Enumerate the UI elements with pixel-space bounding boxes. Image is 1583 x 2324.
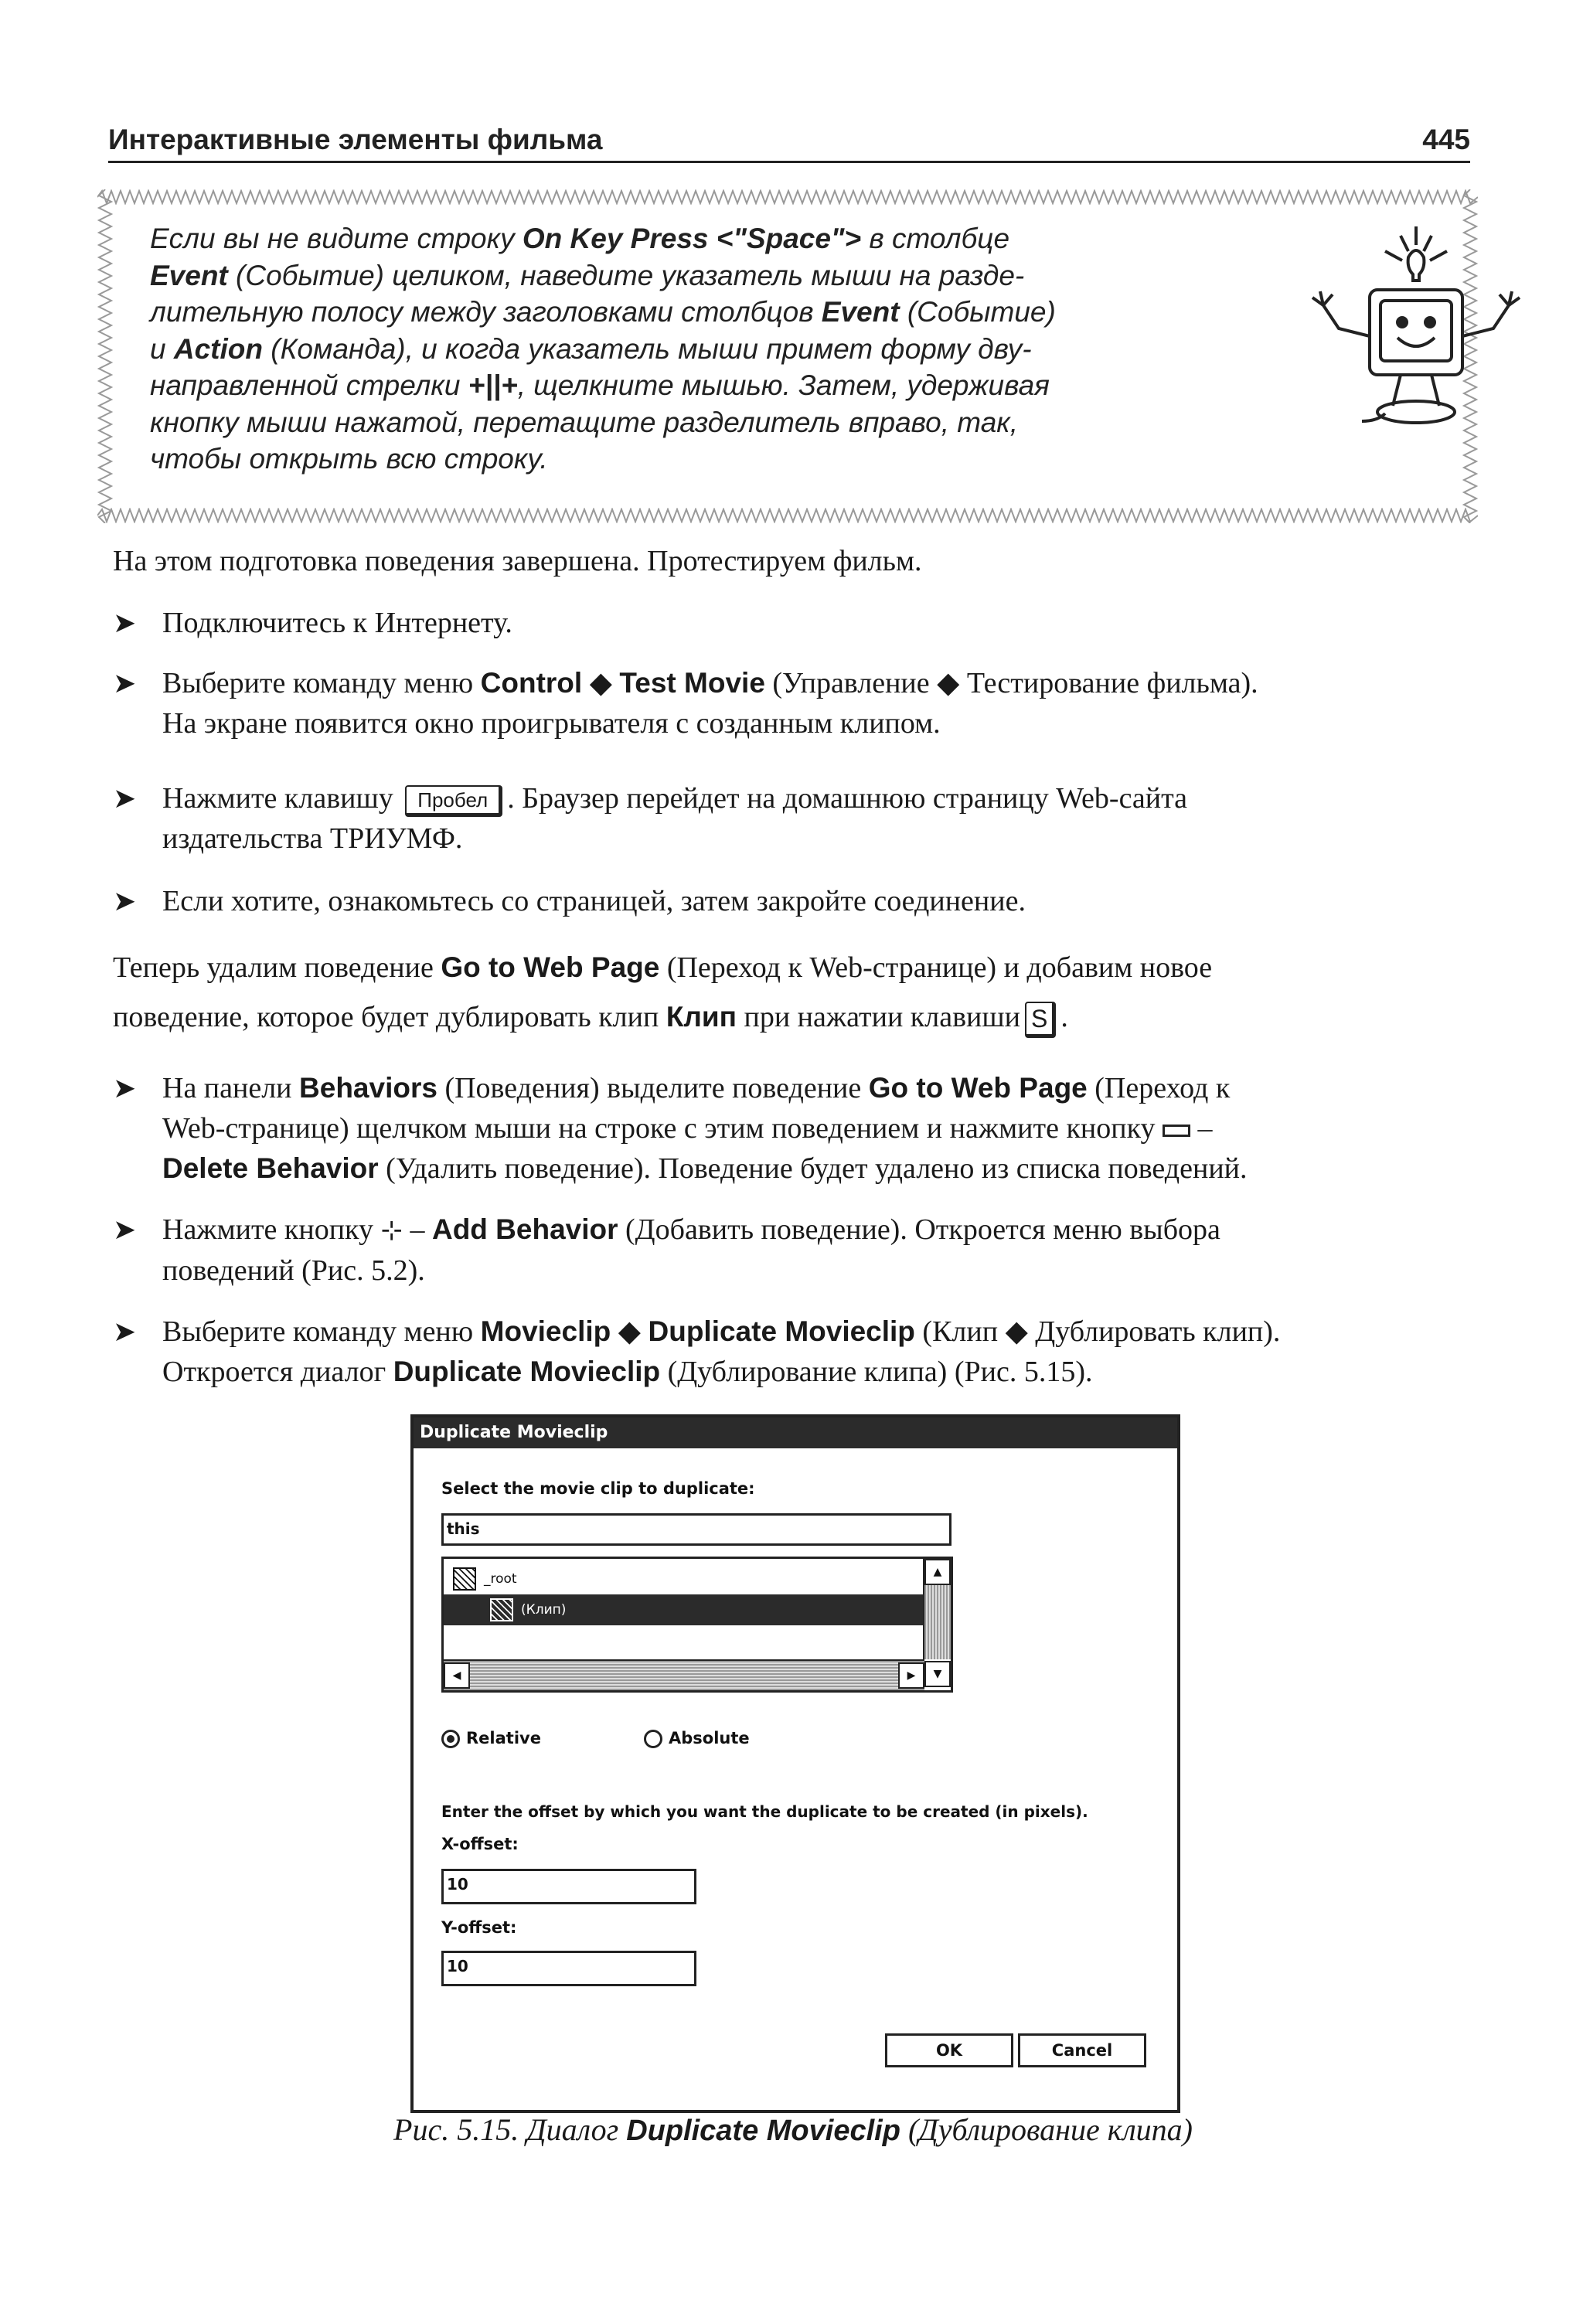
delete-behavior-icon (1163, 1125, 1190, 1137)
paragraph-1: На этом подготовка поведения завершена. Протестируем фильм. (113, 545, 922, 577)
arrowhead-bullet-icon: ➤ (113, 668, 137, 699)
s-key: S (1025, 1002, 1056, 1038)
bullet-item-2: Выберите команду меню Control ◆ Test Movie (Управление ◆ Тестирование фильма). На экране появится окно проигрывателя с созданным клипом. (162, 667, 1258, 740)
zigzag-border-bottom (97, 508, 1478, 523)
running-header (108, 122, 1470, 163)
scroll-right-icon[interactable]: ▶ (898, 1662, 924, 1689)
note-line-2: Event (Событие) целиком, наведите указатель мыши на разде- (150, 259, 1025, 291)
arrowhead-bullet-icon: ➤ (113, 1214, 137, 1245)
scroll-up-icon[interactable]: ▲ (924, 1559, 951, 1585)
bullet-item-1: Подключитесь к Интернету. (162, 607, 512, 639)
tree-item-clip[interactable]: (Клип) (444, 1594, 924, 1625)
movieclip-icon (490, 1598, 513, 1621)
bullet-item-3: Нажмите клавишу Пробел . Браузер перейдет на домашнюю страницу Web-сайта издательства ТРИУМФ. (162, 782, 1188, 855)
note-line-3: лительную полосу между заголовками столбцов Event (Событие) (150, 296, 1056, 328)
diamond-separator-icon: ◆ (937, 667, 960, 699)
zigzag-border-left (97, 189, 113, 523)
note-line-6: кнопку мыши нажатой, перетащите разделитель вправо, так, (150, 406, 1019, 438)
arrowhead-bullet-icon: ➤ (113, 886, 137, 917)
bullet-item-6: Нажмите кнопку ⊹ – Add Behavior (Добавить поведение). Откроется меню выбора поведений (Рис. 5.2). (162, 1213, 1220, 1287)
tree-item-root[interactable]: _root (444, 1564, 924, 1594)
page-number: 445 (1422, 124, 1470, 155)
add-behavior-icon: ⊹ (380, 1215, 403, 1246)
space-key: Пробел (405, 785, 502, 817)
note-line-1: Если вы не видите строку On Key Press <"Space"> в столбце (150, 223, 1010, 254)
movieclip-icon (453, 1567, 476, 1591)
cancel-button[interactable]: Cancel (1018, 2033, 1146, 2067)
bullet-item-5: На панели Behaviors (Поведения) выделите поведение Go to Web Page (Переход к Web-странице) щелчком мыши на строке с этим поведением и нажмите кнопку – Delete Behavior (Удалить поведение). Поведение будет удалено из списка поведений. (162, 1072, 1248, 1185)
split-cursor-icon: +||+ (468, 369, 518, 401)
arrowhead-bullet-icon: ➤ (113, 1073, 137, 1104)
diamond-separator-icon: ◆ (618, 1315, 641, 1348)
scroll-left-icon[interactable]: ◀ (444, 1662, 470, 1689)
diamond-separator-icon: ◆ (589, 667, 612, 699)
chapter-title: Интерактивные элементы фильма (108, 124, 603, 155)
x-offset-input[interactable]: 10 (441, 1869, 696, 1904)
figure-caption: Рис. 5.15. Диалог Duplicate Movieclip (Дублирование клипа) (393, 2112, 1193, 2147)
x-offset-label: X-offset: (441, 1835, 519, 1853)
scroll-down-icon[interactable]: ▼ (924, 1661, 951, 1687)
horizontal-scrollbar[interactable] (444, 1659, 924, 1690)
note-text (150, 220, 1285, 478)
offset-label: Enter the offset by which you want the duplicate to be created (in pixels). (441, 1802, 1088, 1821)
arrowhead-bullet-icon: ➤ (113, 607, 137, 638)
dialog-title-bar: Duplicate Movieclip (414, 1417, 1177, 1448)
note-line-4: и Action (Команда), и когда указатель мыши примет форму дву- (150, 332, 1032, 365)
radio-unselected-icon (644, 1730, 662, 1748)
diamond-separator-icon: ◆ (1005, 1315, 1028, 1348)
computer-mascot-icon (1300, 220, 1532, 444)
note-line-7: чтобы открыть всю строку. (150, 443, 548, 475)
ok-button[interactable]: OK (885, 2033, 1013, 2067)
paragraph-2: Теперь удалим поведение Go to Web Page (Переход к Web-странице) и добавим новое поведение, которое будет дублировать клип Клип при нажатии клавиши S . (113, 943, 1473, 1042)
select-clip-label: Select the movie clip to duplicate: (441, 1479, 755, 1498)
duplicate-movieclip-dialog (410, 1414, 1180, 2113)
y-offset-input[interactable]: 10 (441, 1951, 696, 1986)
radio-relative[interactable]: Relative (441, 1727, 541, 1750)
note-box (97, 189, 1478, 523)
note-line-5: направленной стрелки +||+, щелкните мышью. Затем, удерживая (150, 369, 1050, 401)
bullet-item-7: Выберите команду меню Movieclip ◆ Duplicate Movieclip (Клип ◆ Дублировать клип). Откроется диалог Duplicate Movieclip (Дублирование клипа) (Рис. 5.15). (162, 1315, 1281, 1388)
radio-absolute[interactable]: Absolute (644, 1727, 750, 1750)
y-offset-label: Y-offset: (441, 1918, 517, 1937)
arrowhead-bullet-icon: ➤ (113, 1316, 137, 1347)
arrowhead-bullet-icon: ➤ (113, 783, 137, 814)
radio-selected-icon (441, 1730, 460, 1748)
zigzag-border-top (97, 189, 1478, 205)
vertical-scrollbar[interactable] (923, 1559, 951, 1680)
bullet-item-4: Если хотите, ознакомьтесь со страницей, затем закройте соединение. (162, 885, 1026, 917)
clip-tree[interactable] (441, 1557, 953, 1693)
target-input[interactable]: this (441, 1513, 952, 1546)
